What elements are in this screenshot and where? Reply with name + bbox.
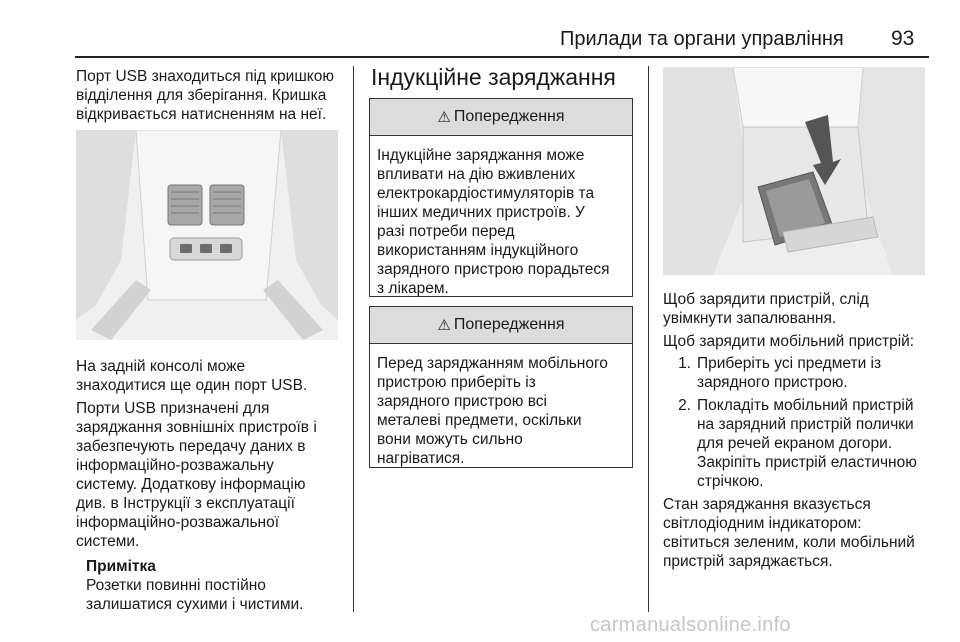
rear-usb-paragraph: На задній консолі може знаходитися ще один порт USB. — [76, 358, 308, 394]
list-text: Покладіть мобільний пристрій на зарядний пристрій полички для речей екраном догори. Закріпіть пристрій еластичною стрічкою. — [697, 397, 917, 490]
warning-triangle-icon: ⚠ — [437, 109, 451, 126]
page-number: 93 — [891, 27, 915, 50]
warning-text: Індукційне заряджання може впливати на дію вживлених електрокардіостимуляторів та інших медичних пристроїв. У разі потреби перед використанням індукційного зарядного пристрою порадьтеся з лікарем. — [377, 147, 610, 297]
list-item — [663, 396, 935, 491]
column-divider-right — [648, 66, 649, 612]
ignition-paragraph: Щоб зарядити пристрій, слід увімкнути запалювання. — [663, 291, 869, 327]
warning-label: Попередження — [453, 108, 565, 125]
warning-triangle-icon: ⚠ — [437, 317, 451, 334]
warning-header — [370, 307, 632, 344]
warning-header — [370, 99, 632, 136]
list-text: Приберіть усі предмети із зарядного пристрою. — [697, 355, 882, 391]
section-title: Індукційне заряджання — [371, 64, 616, 90]
column-1 — [76, 67, 346, 124]
column-1-lower — [76, 357, 346, 614]
list-number: 1. — [678, 355, 691, 372]
warning-box-2 — [369, 306, 633, 468]
charge-status-paragraph: Стан заряджання вказується світлодіодним індикатором: світиться зеленим, коли мобільний пристрій заряджається. — [663, 496, 915, 570]
warning-text: Перед заряджанням мобільного пристрою приберіть із зарядного пристрою всі металеві предмети, оскільки вони можуть сильно нагріватися. — [377, 355, 608, 467]
charge-intro: Щоб зарядити мобільний пристрій: — [663, 333, 915, 350]
list-item — [663, 354, 935, 392]
rear-console-usb-image — [76, 130, 338, 340]
warning-label: Попередження — [453, 316, 565, 333]
usb-purpose-paragraph: Порти USB призначені для заряджання зовнішніх пристроїв і забезпечують передачу даних в інформаційно-розважальну систему. Додаткову інформацію див. в Інструкції з експлуатації інформаційно-розважальної системи. — [76, 400, 317, 550]
column-3 — [663, 290, 935, 571]
list-number: 2. — [678, 397, 691, 414]
header-title: Прилади та органи управління — [560, 28, 844, 50]
note-label: Примітка — [86, 558, 156, 575]
column-divider-left — [353, 66, 354, 612]
usb-storage-paragraph: Порт USB знаходиться під кришкою відділення для зберігання. Кришка відкривається натисненням на неї. — [76, 68, 334, 123]
watermark: carmanualsonline.info — [590, 614, 791, 636]
note-text: Розетки повинні постійно залишатися сухими і чистими. — [86, 577, 304, 613]
warning-box-1 — [369, 98, 633, 297]
inductive-charger-image — [663, 67, 925, 275]
header-rule — [75, 56, 929, 58]
